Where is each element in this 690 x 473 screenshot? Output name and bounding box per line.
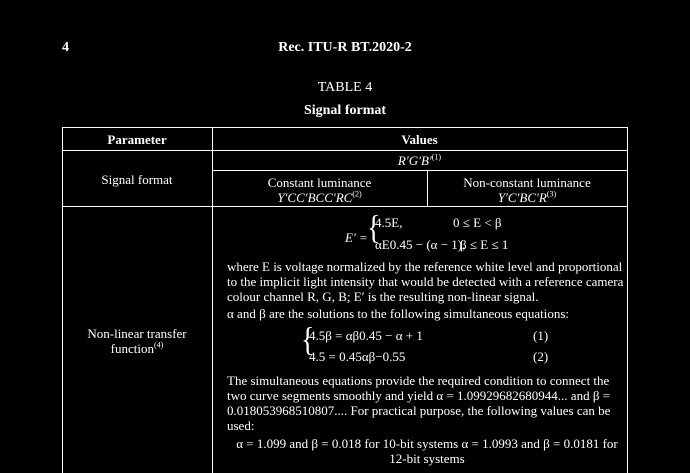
simultaneous-equation-1-number: (1) <box>533 328 549 343</box>
nonconstant-luminance-symbol: Y′C′BC′R <box>497 190 547 205</box>
paragraph-definition: where E is voltage normalized by the reference white level and proportional to the implicit light intensity that would be detected with a reference camera colour channel R, G, B; E′ is the resulting non-linear signal. <box>227 259 624 304</box>
equation-case2: αE0.45 − (α − 1), <box>375 237 466 252</box>
transfer-function-label-line2 <box>62 341 212 356</box>
equation-case2-condition: β ≤ E ≤ 1 <box>460 237 509 252</box>
simultaneous-equation-2: 4.5 = 0.45αβ−0.55 <box>309 349 406 364</box>
constant-luminance-symbol: Y′CC′BCC′RC <box>277 190 353 205</box>
transfer-function-label-line1: Non-linear transfer <box>87 326 187 341</box>
nonconstant-luminance-label: Non-constant luminance <box>463 175 591 190</box>
constant-luminance-footnote: (2) <box>352 189 362 199</box>
table-number: TABLE 4 <box>317 80 373 95</box>
table-border-right <box>627 127 628 473</box>
paragraph-solutions: The simultaneous equations provide the required condition to connect the two curve segments smoothly and yield α = 1.09929682680944... and β = 0.018053968510807.... For practical purpose, the following values can be used: <box>227 373 611 433</box>
transfer-function-footnote: (4) <box>154 340 164 350</box>
simultaneous-equation-1: 4.5β = αβ0.45 − α + 1 <box>309 328 423 343</box>
header-divider <box>62 150 628 151</box>
row-divider <box>62 206 628 207</box>
column-header-parameter: Parameter <box>107 132 167 147</box>
signal-format-label: Signal format <box>101 172 173 187</box>
paragraph-solutions-intro: α and β are the solutions to the following simultaneous equations: <box>227 306 569 321</box>
rgb-divider <box>212 170 628 171</box>
equation-lhs: E′ = <box>345 230 368 245</box>
transfer-function-label <box>62 326 212 356</box>
equation-brace: { <box>367 209 381 247</box>
table-title: Signal format <box>303 103 387 118</box>
simultaneous-equation-2-number: (2) <box>533 349 549 364</box>
equation-case1-condition: 0 ≤ E < β <box>453 215 502 230</box>
constant-luminance-cell <box>212 175 427 205</box>
nonconstant-luminance-cell <box>427 175 627 205</box>
rgb-signal <box>212 153 627 168</box>
nonconstant-luminance-symbol-line <box>427 190 627 205</box>
rgb-footnote: (1) <box>431 152 442 162</box>
page-number: 4 <box>62 40 69 55</box>
rgb-symbol: R′G′B′ <box>397 153 432 168</box>
table-border-top <box>62 127 628 128</box>
transfer-function-label-text: function <box>110 341 154 356</box>
constant-luminance-symbol-line <box>212 190 427 205</box>
simultaneous-equations-brace: { <box>301 321 315 359</box>
paragraph-practical-values: α = 1.099 and β = 0.018 for 10-bit systems α = 1.0993 and β = 0.0181 for 12-bit systems <box>236 436 618 466</box>
equation-case1: 4.5E, <box>375 215 403 230</box>
constant-luminance-label: Constant luminance <box>267 175 372 190</box>
nonconstant-luminance-footnote: (3) <box>546 189 557 199</box>
document-title: Rec. ITU-R BT.2020-2 <box>278 40 412 55</box>
column-header-values: Values <box>401 132 438 147</box>
